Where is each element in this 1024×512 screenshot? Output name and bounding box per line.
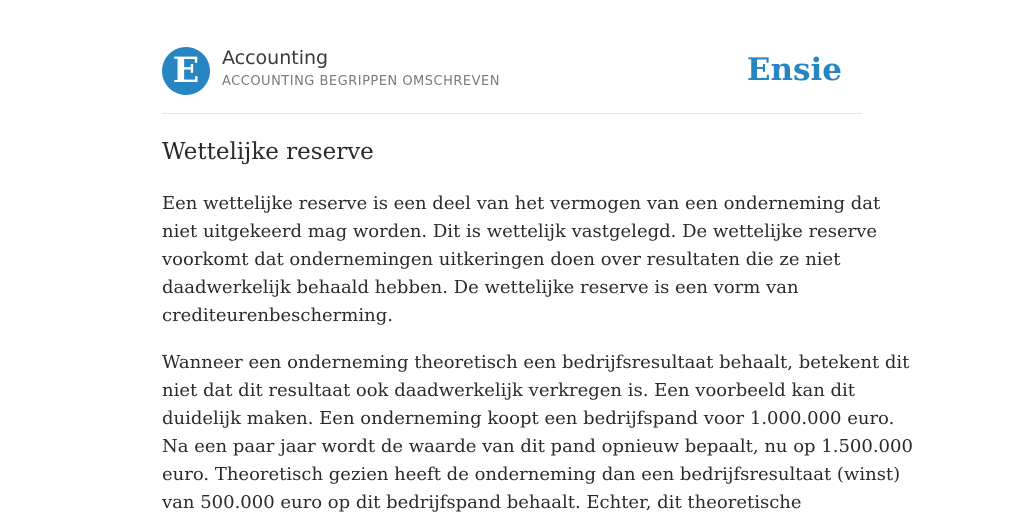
paragraph-line: voorkomt dat ondernemingen uitkeringen doen over resultaten die ze niet <box>162 249 841 270</box>
paragraph-line: van 500.000 euro op dit bedrijfspand behaalt. Echter, dit theoretische <box>162 492 802 512</box>
paragraph-line: Na een paar jaar wordt de waarde van dit pand opnieuw bepaalt, nu op 1.500.000 <box>162 436 913 457</box>
ensie-logo-badge[interactable]: E <box>162 47 210 95</box>
article-paragraph <box>162 349 913 512</box>
brand-logo-link[interactable]: Ensie <box>746 52 842 88</box>
article-paragraph <box>162 190 881 330</box>
site-title-link[interactable]: Accounting <box>222 47 329 69</box>
article <box>162 136 913 512</box>
paragraph-line: Een wettelijke reserve is een deel van het vermogen van een onderneming dat <box>162 193 881 214</box>
paragraph-line: euro. Theoretisch gezien heeft de onderneming dan een bedrijfsresultaat (winst) <box>162 464 901 485</box>
paragraph-line: niet dat dit resultaat ook daadwerkelijk verkregen is. Een voorbeeld kan dit <box>162 380 856 401</box>
site-subtitle: ACCOUNTING BEGRIPPEN OMSCHREVEN <box>222 74 500 89</box>
paragraph-line: daadwerkelijk behaald hebben. De wettelijke reserve is een vorm van <box>162 277 799 298</box>
site-header <box>162 46 862 114</box>
header-divider <box>162 113 862 114</box>
paragraph-line: Wanneer een onderneming theoretisch een bedrijfsresultaat behaalt, betekent dit <box>162 352 910 373</box>
paragraph-line: niet uitgekeerd mag worden. Dit is wettelijk vastgelegd. De wettelijke reserve <box>162 221 878 242</box>
paragraph-line: duidelijk maken. Een onderneming koopt een bedrijfspand voor 1.000.000 euro. <box>162 408 895 429</box>
article-title: Wettelijke reserve <box>162 139 374 165</box>
paragraph-line: crediteurenbescherming. <box>162 305 393 326</box>
